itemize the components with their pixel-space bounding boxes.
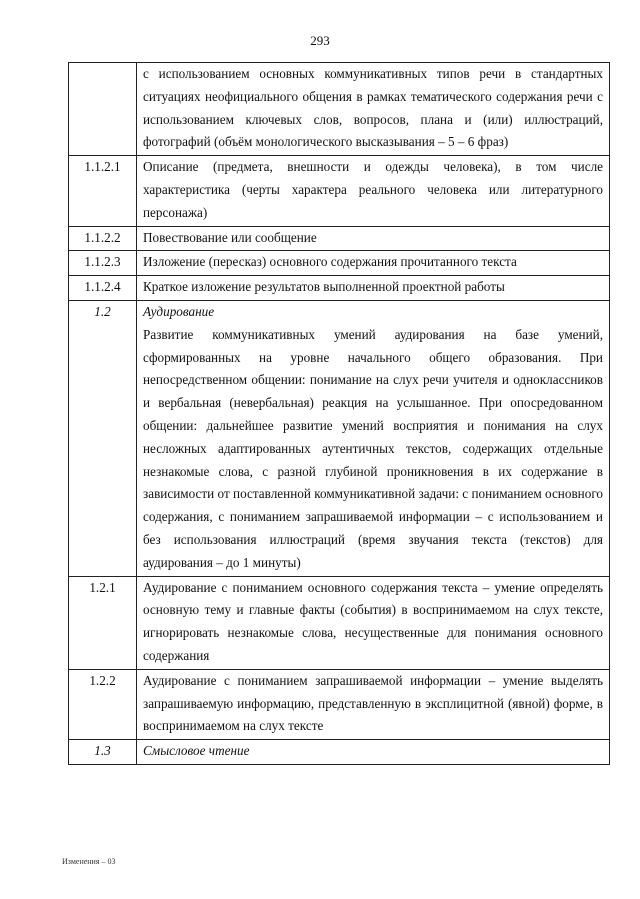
section-text: Аудирование с пониманием основного содержания текста – умение определять основную тему и главные факты (события) в воспринимаемом на слух тексте, игнорировать незнакомые слова, несущественные для понимания основного содержания xyxy=(137,576,610,669)
content-table xyxy=(68,62,610,765)
table-row xyxy=(69,251,610,276)
section-heading: Аудирование xyxy=(143,303,215,319)
section-cell xyxy=(137,300,610,576)
section-number: 1.1.2.1 xyxy=(69,156,137,226)
section-text: Описание (предмета, внешности и одежды человека), в том числе характеристика (черты характера реального человека или литературного персонажа) xyxy=(137,156,610,226)
section-number: 1.2 xyxy=(69,300,137,576)
section-number: 1.2.1 xyxy=(69,576,137,669)
section-number: 1.1.2.3 xyxy=(69,251,137,276)
section-text: Развитие коммуникативных умений аудирования на базе умений, сформированных на уровне начального общего образования. При непосредственном общении: понимание на слух речи учителя и одноклассников и вербальная (невербальная) реакция на услышанное. При опосредованном общении: дальнейшее развитие умений восприятия и понимания на слух несложных адаптированных аутентичных текстов, содержащих отдельные незнакомые слова, с разной глубиной проникновения в их содержание в зависимости от поставленной коммуникативной задачи: с пониманием основного содержания, с пониманием запрашиваемой информации – с использованием и без использования иллюстраций (время звучания текста (текстов) для аудирования – до 1 минуты) xyxy=(143,326,603,570)
table-row xyxy=(69,276,610,301)
section-heading: Смысловое чтение xyxy=(137,740,610,765)
section-text: Аудирование с пониманием запрашиваемой информации – умение выделять запрашиваемую информацию, представленную в эксплицитной (явной) форме, в воспринимаемом на слух тексте xyxy=(137,669,610,739)
section-number: 1.1.2.2 xyxy=(69,226,137,251)
table-row xyxy=(69,576,610,669)
page-number: 293 xyxy=(310,33,330,48)
footer-note: Изменения – 03 xyxy=(62,857,116,866)
table-row xyxy=(69,300,610,576)
table-row xyxy=(69,226,610,251)
section-number: 1.2.2 xyxy=(69,669,137,739)
section-text: Изложение (пересказ) основного содержания прочитанного текста xyxy=(137,251,610,276)
table-row xyxy=(69,156,610,226)
section-number xyxy=(69,63,137,156)
table-row xyxy=(69,63,610,156)
section-number: 1.3 xyxy=(69,740,137,765)
section-text: Повествование или сообщение xyxy=(137,226,610,251)
table-row xyxy=(69,669,610,739)
section-text: Краткое изложение результатов выполненной проектной работы xyxy=(137,276,610,301)
table-row xyxy=(69,740,610,765)
section-text: с использованием основных коммуникативных типов речи в стандартных ситуациях неофициального общения в рамках тематического содержания речи с использованием ключевых слов, вопросов, плана и (или) иллюстраций, фотографий (объём монологического высказывания – 5 – 6 фраз) xyxy=(137,63,610,156)
section-number: 1.1.2.4 xyxy=(69,276,137,301)
